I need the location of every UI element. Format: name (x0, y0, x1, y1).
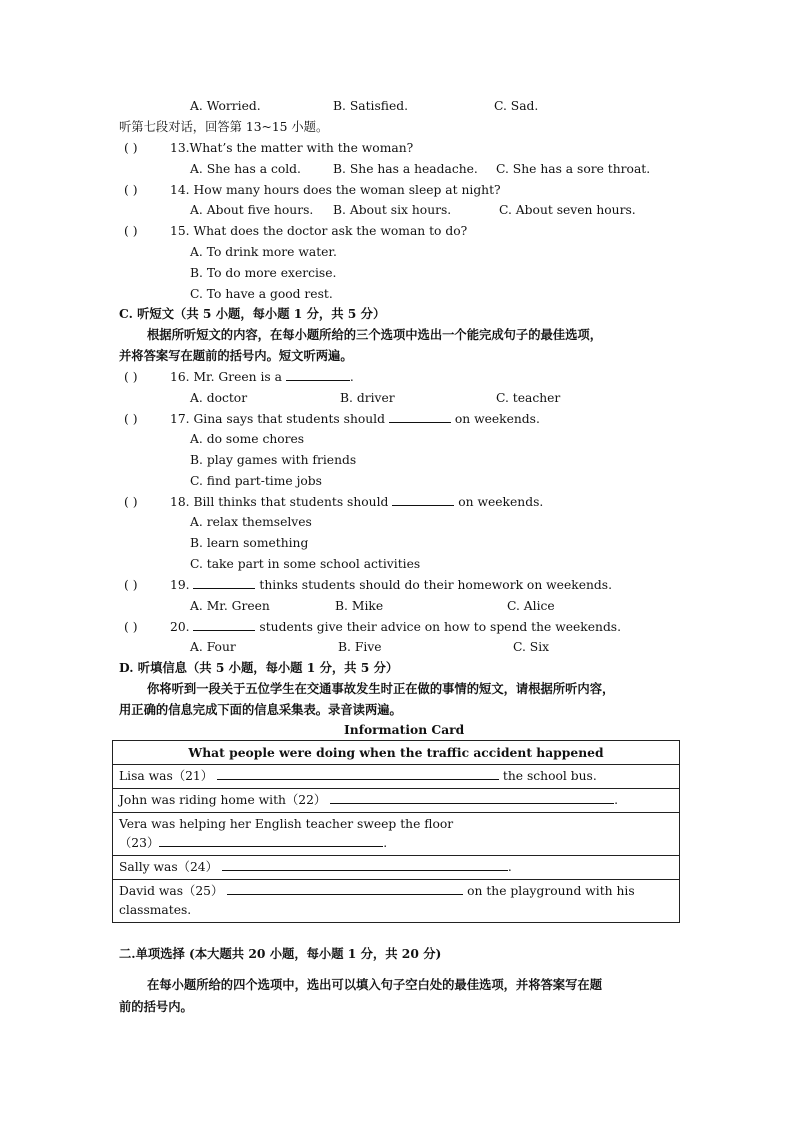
q13-option-b: B. She has a headache. (333, 162, 478, 176)
q20-option-b: B. Five (338, 640, 382, 654)
q12-option-c: C. Sad. (494, 99, 539, 113)
q18-option-a: A. relax themselves (190, 515, 312, 529)
dialogue7-instruction: 听第七段对话，回答第 13~15 小题。 (119, 120, 329, 134)
q13-option-a: A. She has a cold. (190, 162, 301, 176)
q19-stem (170, 576, 612, 594)
q19-option-b: B. Mike (335, 599, 384, 613)
section-d-instruction-1: 你将听到一段关于五位学生在交通事故发生时正在做的事情的短文，请根据所听内容， (147, 681, 615, 696)
answer-blank-23[interactable] (159, 834, 383, 847)
section-c-title: C. 听短文（共 5 小题，每小题 1 分，共 5 分） (119, 306, 386, 321)
q17-option-c: C. find part-time jobs (190, 474, 322, 488)
q17-paren: ( ) (124, 412, 138, 426)
q17-stem (170, 410, 540, 428)
q17-option-a: A. do some chores (190, 432, 305, 446)
card-cell-23 (113, 813, 680, 856)
row-23-text-before: （23） (119, 836, 160, 850)
q19-blank (193, 576, 255, 589)
answer-blank-21[interactable] (217, 767, 499, 780)
card-header-cell: What people were doing when the traffic accident happened (113, 741, 680, 765)
information-card-table (112, 740, 680, 923)
card-row-22 (113, 789, 680, 813)
card-row-25 (113, 880, 680, 923)
q19-paren: ( ) (124, 578, 138, 592)
q16-stem (170, 368, 354, 386)
q19-stem-after: thinks students should do their homework on weekends. (259, 578, 612, 592)
row-22-text-before: John was riding home with（22） (119, 793, 327, 807)
row-24-text-before: Sally was（24） (119, 860, 218, 874)
q14-option-b: B. About six hours. (333, 203, 452, 217)
q20-stem-after: students give their advice on how to spend the weekends. (259, 620, 622, 634)
card-cell-24 (113, 856, 680, 880)
q19-option-c: C. Alice (507, 599, 555, 613)
q18-stem-before: 18. Bill thinks that students should (170, 495, 389, 509)
part-two-instruction-1: 在每小题所给的四个选项中，选出可以填入句子空白处的最佳选项，并将答案写在题 (147, 977, 602, 992)
card-cell-21 (113, 765, 680, 789)
q20-option-c: C. Six (513, 640, 550, 654)
q17-stem-after: on weekends. (454, 412, 540, 426)
answer-blank-22[interactable] (330, 791, 614, 804)
answer-blank-25[interactable] (227, 882, 463, 895)
q18-blank (392, 493, 454, 506)
row-25-text-before: David was（25） (119, 884, 224, 898)
q16-blank (286, 368, 350, 381)
q16-paren: ( ) (124, 370, 138, 384)
q13-paren: ( ) (124, 141, 138, 155)
q14-option-c: C. About seven hours. (499, 203, 636, 217)
q13-stem: 13.What’s the matter with the woman? (170, 141, 414, 155)
q18-paren: ( ) (124, 495, 138, 509)
q16-option-c: C. teacher (496, 391, 561, 405)
q20-paren: ( ) (124, 620, 138, 634)
q18-option-b: B. learn something (190, 536, 309, 550)
q15-option-c: C. To have a good rest. (190, 287, 333, 301)
row-22-text-after: . (614, 793, 619, 807)
row-21-text-after: the school bus. (502, 769, 597, 783)
card-row-24 (113, 856, 680, 880)
q14-stem: 14. How many hours does the woman sleep at night? (170, 183, 501, 197)
card-cell-22 (113, 789, 680, 813)
row-25-line-2: classmates. (119, 903, 192, 917)
q19-stem-before: 19. (170, 578, 190, 592)
q20-stem (170, 618, 621, 636)
q16-option-a: A. doctor (190, 391, 248, 405)
q14-option-a: A. About five hours. (190, 203, 314, 217)
q15-option-b: B. To do more exercise. (190, 266, 337, 280)
section-c-instruction-1: 根据所听短文的内容，在每小题所给的三个选项中选出一个能完成句子的最佳选项， (147, 327, 602, 342)
section-d-title: D. 听填信息（共 5 小题，每小题 1 分，共 5 分） (119, 660, 399, 675)
q14-paren: ( ) (124, 183, 138, 197)
q16-stem-after: . (349, 370, 354, 384)
information-card-title: Information Card (344, 722, 465, 737)
q19-option-a: A. Mr. Green (190, 599, 270, 613)
answer-blank-24[interactable] (222, 858, 508, 871)
q15-option-a: A. To drink more water. (190, 245, 337, 259)
q16-stem-before: 16. Mr. Green is a (170, 370, 282, 384)
card-row-21 (113, 765, 680, 789)
q18-stem-after: on weekends. (458, 495, 544, 509)
q20-blank (193, 618, 255, 631)
q12-option-a: A. Worried. (190, 99, 261, 113)
section-c-instruction-2: 并将答案写在题前的括号内。短文听两遍。 (119, 348, 353, 363)
card-cell-25 (113, 880, 680, 923)
q16-option-b: B. driver (340, 391, 395, 405)
card-row-23 (113, 813, 680, 856)
q15-paren: ( ) (124, 224, 138, 238)
card-header-row (113, 741, 680, 765)
section-d-instruction-2: 用正确的信息完成下面的信息采集表。录音读两遍。 (119, 702, 402, 717)
q18-option-c: C. take part in some school activities (190, 557, 421, 571)
row-21-text-before: Lisa was（21） (119, 769, 214, 783)
q17-stem-before: 17. Gina says that students should (170, 412, 385, 426)
row-23-line-1: Vera was helping her English teacher sweep the floor (119, 817, 454, 831)
q18-stem (170, 493, 543, 511)
q15-stem: 15. What does the doctor ask the woman to do? (170, 224, 468, 238)
q20-option-a: A. Four (190, 640, 236, 654)
part-two-instruction-2: 前的括号内。 (119, 999, 193, 1014)
q12-option-b: B. Satisfied. (333, 99, 409, 113)
q13-option-c: C. She has a sore throat. (496, 162, 651, 176)
row-25-text-after: on the playground with his (467, 884, 635, 898)
row-24-text-after: . (507, 860, 512, 874)
q17-option-b: B. play games with friends (190, 453, 357, 467)
q17-blank (389, 410, 451, 423)
row-23-text-after: . (383, 836, 388, 850)
part-two-title: 二.单项选择 (本大题共 20 小题，每小题 1 分，共 20 分) (119, 946, 442, 961)
q20-stem-before: 20. (170, 620, 190, 634)
